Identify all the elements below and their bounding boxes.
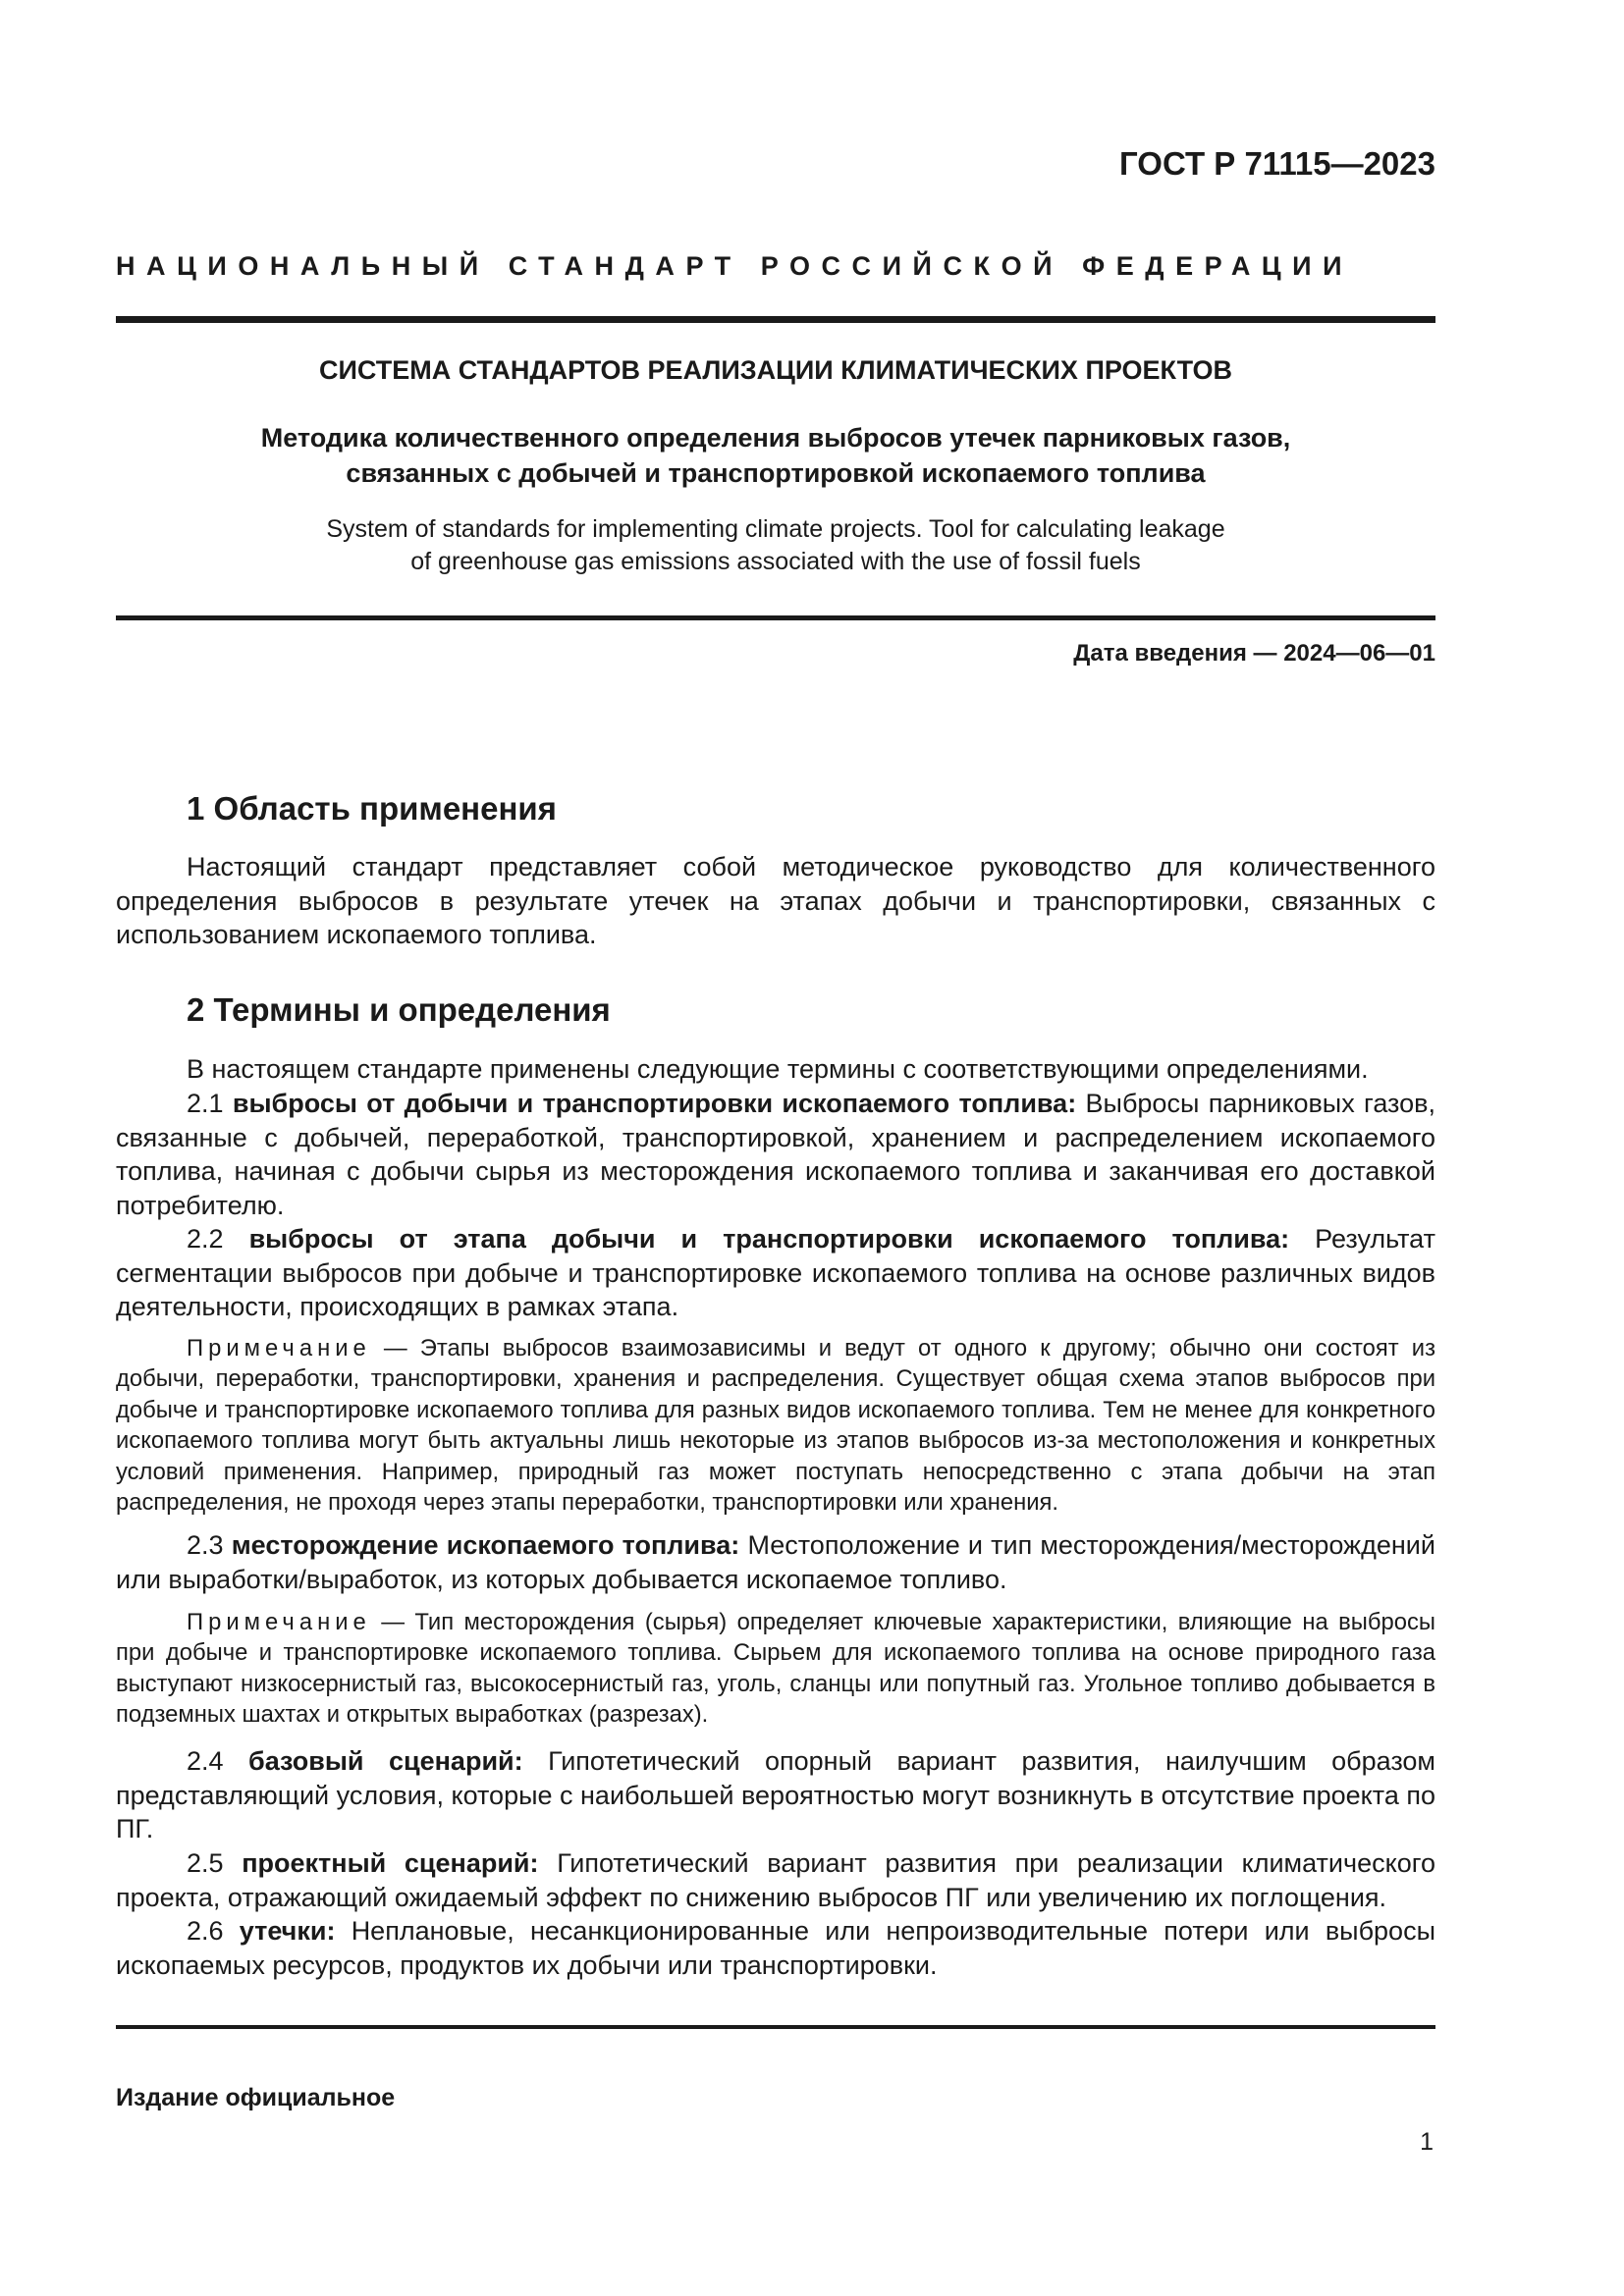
term-2-2 bbox=[116, 1222, 1435, 1324]
note-label: Примечание bbox=[187, 1335, 371, 1362]
standards-series-title: СИСТЕМА СТАНДАРТОВ РЕАЛИЗАЦИИ КЛИМАТИЧЕСКИХ ПРОЕКТОВ bbox=[319, 355, 1232, 385]
title-ru-line-1: Методика количественного определения выбросов утечек парниковых газов, bbox=[260, 423, 1291, 453]
term-2-3 bbox=[116, 1528, 1435, 1596]
term-name: базовый сценарий: bbox=[248, 1746, 523, 1776]
term-name: утечки: bbox=[239, 1916, 336, 1946]
document-number: ГОСТ Р 71115—2023 bbox=[1119, 145, 1435, 182]
term-number: 2.4 bbox=[187, 1746, 224, 1776]
title-ru-line-2: связанных с добычей и транспортировкой ископаемого топлива bbox=[346, 458, 1206, 488]
title-en-line-2: of greenhouse gas emissions associated with the use of fossil fuels bbox=[410, 548, 1141, 575]
footer-divider bbox=[116, 2025, 1435, 2029]
term-definition: Местоположение и тип месторождения/месторождений или выработки/выработок, из которых добывается ископаемое топливо. bbox=[116, 1530, 1435, 1594]
term-definition: Гипотетический опорный вариант развития, наилучшим образом представляющий условия, которые с наибольшей вероятностью могут возникнуть в отсутствие проекта по ПГ. bbox=[116, 1746, 1435, 1844]
term-number: 2.2 bbox=[187, 1224, 224, 1254]
note-label: Примечание bbox=[187, 1609, 371, 1635]
term-name: проектный сценарий: bbox=[242, 1848, 539, 1878]
section-2-heading: 2 Термины и определения bbox=[187, 991, 611, 1028]
term-name: выбросы от этапа добычи и транспортировки ископаемого топлива: bbox=[248, 1224, 1290, 1254]
document-title-en bbox=[116, 513, 1435, 578]
section-2-intro: В настоящем стандарте применены следующие термины с соответствующими определениями. bbox=[187, 1054, 1369, 1084]
term-definition: Неплановые, несанкционированные или непроизводительные потери или выбросы ископаемых ресурсов, продуктов их добычи или транспортировки. bbox=[116, 1916, 1435, 1980]
term-name: месторождение ископаемого топлива: bbox=[231, 1530, 740, 1560]
note-2-3 bbox=[116, 1607, 1435, 1731]
term-2-5 bbox=[116, 1846, 1435, 1914]
title-en-line-1: System of standards for implementing climate projects. Tool for calculating leakage bbox=[326, 515, 1225, 543]
term-number: 2.1 bbox=[187, 1089, 224, 1118]
section-1-text: Настоящий стандарт представляет собой методическое руководство для количественного определения выбросов в результате утечек на этапах добычи и транспортировки, связанных с использованием ископаемого топлива. bbox=[116, 852, 1435, 950]
top-divider bbox=[116, 316, 1435, 323]
term-number: 2.5 bbox=[187, 1848, 224, 1878]
note-2-2 bbox=[116, 1333, 1435, 1518]
term-2-4 bbox=[116, 1744, 1435, 1846]
note-text: — Этапы выбросов взаимозависимы и ведут от одного к другому; обычно они состоят из добычи, переработки, транспортировки, хранения и распределения. Существует общая схема этапов выбросов при добыче и транспортировке ископаемого топлива для разных видов ископаемого топлива. Тем не менее для конкретного ископаемого топлива могут быть актуальны лишь некоторые из этапов выбросов из-за местоположения и конкретных условий применения. Например, природный газ может поступать непосредственно с этапа добычи на этап распределения, не проходя через этапы переработки, транспортировки или хранения. bbox=[116, 1335, 1435, 1517]
note-text: — Тип месторождения (сырья) определяет ключевые характеристики, влияющие на выбросы при добыче и транспортировке ископаемого топлива. Сырьем для ископаемого топлива на основе природного газа выступают низкосернистый газ, высокосернистый газ, уголь, сланцы или попутный газ. Угольное топливо добывается в подземных шахтах и открытых выработках (разрезах). bbox=[116, 1609, 1435, 1729]
term-2-1 bbox=[116, 1087, 1435, 1222]
title-divider bbox=[116, 615, 1435, 620]
term-number: 2.6 bbox=[187, 1916, 224, 1946]
section-1-heading: 1 Область применения bbox=[187, 790, 557, 827]
term-definition: Гипотетический вариант развития при реализации климатического проекта, отражающий ожидаемый эффект по снижению выбросов ПГ или увеличению их поглощения. bbox=[116, 1848, 1435, 1912]
term-name: выбросы от добычи и транспортировки ископаемого топлива: bbox=[232, 1089, 1077, 1118]
national-standard-heading: НАЦИОНАЛЬНЫЙ СТАНДАРТ РОССИЙСКОЙ ФЕДЕРАЦИИ bbox=[116, 251, 1354, 281]
term-definition: Выбросы парниковых газов, связанные с добычей, переработкой, транспортировкой, хранением и распределением ископаемого топлива, начиная с добычи сырья из месторождения ископаемого топлива и заканчивая его доставкой потребителю. bbox=[116, 1089, 1435, 1220]
official-edition-label: Издание официальное bbox=[116, 2084, 396, 2111]
term-number: 2.3 bbox=[187, 1530, 224, 1560]
page-number: 1 bbox=[1420, 2128, 1434, 2156]
introduction-date: Дата введения — 2024—06—01 bbox=[1073, 640, 1435, 667]
document-title-ru bbox=[116, 420, 1435, 491]
term-2-6 bbox=[116, 1914, 1435, 1982]
term-definition: Результат сегментации выбросов при добыче и транспортировке ископаемого топлива на основе различных видов деятельности, происходящих в рамках этапа. bbox=[116, 1224, 1435, 1322]
